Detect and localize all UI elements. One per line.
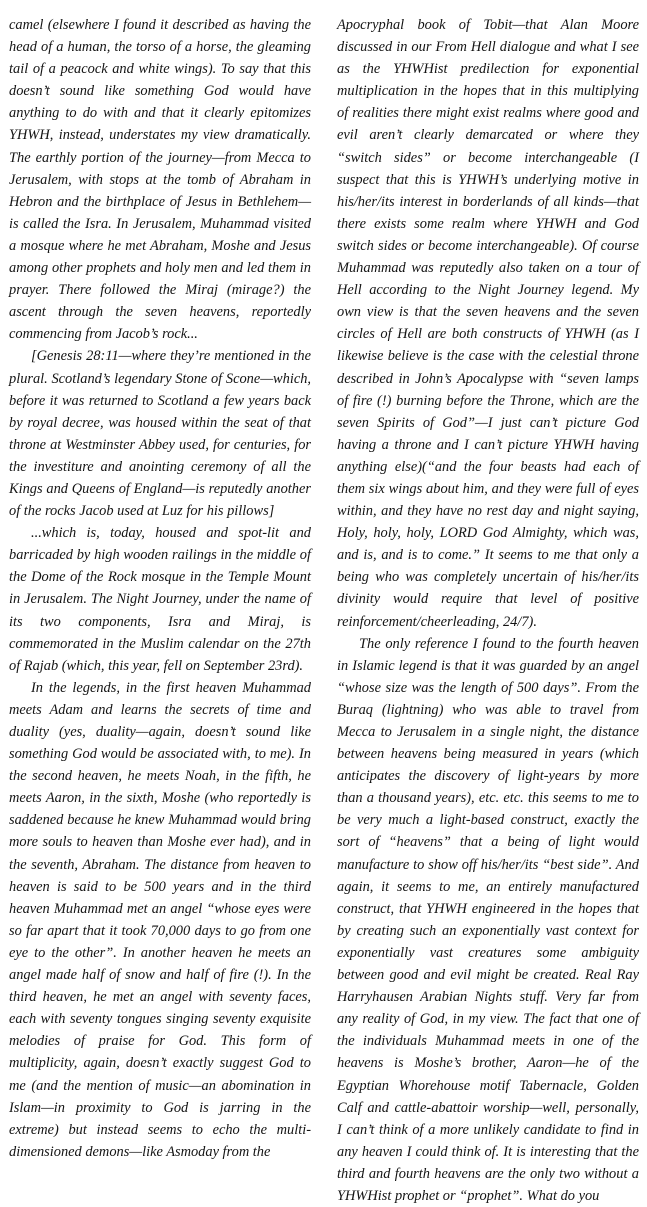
right-column [337,14,639,1204]
body-paragraph: Apocryphal book of Tobit—that Alan Moore discussed in our From Hell dialogue and what I see as the YHWHist predilection for exponential multiplication in the hopes that in this multiplying of realities there might exist realms where good and evil aren’t clearly demarcated or where they “switch sides” or become interchangeable (I suspect that this is YHWH’s underlying motive in his/her/its interest in borderlands of all kinds—that there exists some realm where YHWH and God switch sides or become interchangeable). Of course Muhammad was reputedly also taken on a tour of Hell according to the Night Journey legend. My own view is that the seven heavens and the seven circles of Hell are both constructs of YHWH (as I likewise believe is the case with the celestial throne described in John’s Apocalypse with “seven lamps of fire (!) burning before the Throne, which are the seven Spirits of God”—I just can’t picture God having a throne and I can’t picture YHWH having anything else)(“and the four beasts had each of them six wings about him, and they were full of eyes within, and they have no rest day and night saying, Holy, holy, holy, LORD God Almighty, which was, and is, and is to come.” It seems to me that only a being who was completely uncertain of his/her/its divinity would require that level of positive reinforcement/cheerleading, 24/7). [337,17,639,630]
body-paragraph: In the legends, in the first heaven Muhammad meets Adam and learns the secrets of time and duality (yes, duality—again, doesn’t sound like something God would be associated with, to me). In the second heaven, he meets Noah, in the fifth, he meets Aaron, in the sixth, Moshe (who reportedly is saddened because he knew Muhammad would bring more souls to heaven than Moshe ever had), and in the seventh, Abraham. The distance from heaven to heaven is said to be 500 years and in the third heaven Muhammad met an angel “whose eyes were so far apart that it took 70,000 days to go from one eye to the other”. In another heaven he meets an angel made half of snow and half of fire (!). In the third heaven, he met an angel with seventy faces, each with seventy tongues singing seventy exquisite melodies of praise for God. This form of multiplicity, again, doesn’t exactly suggest God to me (and the mention of music—an abomination in Islam—in proximity to God is jarring in the extreme) but instead seems to echo the multi-dimensioned demons—like Asmoday from the [9,679,311,1160]
left-column [9,14,311,1160]
bracketed-aside-paragraph: [Genesis 28:11—where they’re mentioned in the plural. Scotland’s legendary Stone of Scone—which, before it was returned to Scotland a few years back by royal decree, was housed within the seat of that throne at Westminster Abbey used, for centuries, for the investiture and anointing ceremony of all the Kings and Queens of England—is reputedly another of the rocks Jacob used at Luz for his pillows] [9,348,311,520]
body-paragraph: ...which is, today, housed and spot-lit and barricaded by high wooden railings in the middle of the Dome of the Rock mosque in the Temple Mount in Jerusalem. The Night Journey, under the name of its two components, Isra and Miraj, is commemorated in the Muslim calendar on the 27th of Rajab (which, this year, fell on September 23rd). [9,525,311,674]
body-paragraph: camel (elsewhere I found it described as having the head of a human, the torso of a horse, the gleaming tail of a peacock and white wings). To say that this doesn’t sound like something God would have anything to do with and that it clearly epitomizes YHWH, instead, understates my view dramatically. The earthly portion of the journey—from Mecca to Jerusalem, with stops at the tomb of Abraham in Hebron and the birthplace of Jesus in Bethlehem—is called the Isra. In Jerusalem, Muhammad visited a mosque where he met Abraham, Moshe and Jesus among other prophets and holy men and led them in prayer. There followed the Miraj (mirage?) the ascent through the seven heavens, reportedly commencing from Jacob’s rock... [9,17,311,343]
body-paragraph: The only reference I found to the fourth heaven in Islamic legend is that it was guarded by an angel “whose size was the length of 500 days”. From the Buraq (lightning) who was able to travel from Mecca to Jerusalem in a single night, the distance between heavens being measured in years (which anticipates the discovery of light-years by more than a thousand years), etc. etc. this seems to me to be very much a light-based construct, exactly the sort of “heavens” that a being of light would manufacture to show off his/her/its “best side”. And again, it seems to me, an entirely manufactured construct, that YHWH engineered in the hopes that by creating such an exponentially vast context for exponentially vast creatures some ambiguity between good and evil might be created. Real Ray Harryhausen Arabian Nights stuff. Very far from any reality of God, in my view. The fact that one of the individuals Muhammad meets in one of the heavens is Moshe’s brother, Aaron—he of the Egyptian Whorehouse motif Tabernacle, Golden Calf and cattle-abattoir worship—well, personally, I can’t think of a more unlikely candidate to find in any heaven I could think of. It is interesting that the third and fourth heavens are the only two without a YHWHist prophet or “prophet”. What do you [337,635,639,1204]
